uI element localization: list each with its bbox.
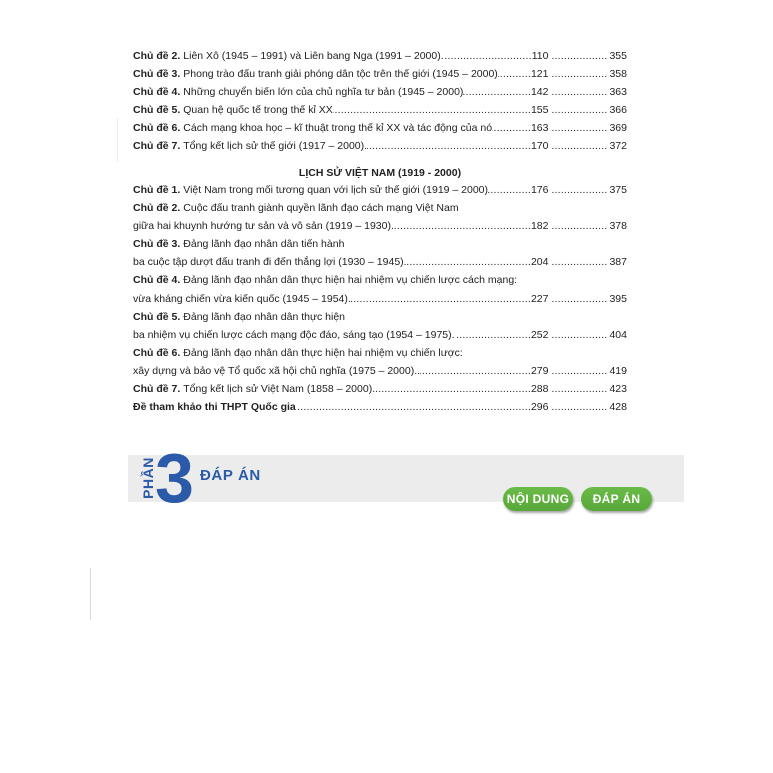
toc-entry	[133, 83, 627, 101]
part-word: PHẦN	[140, 457, 156, 499]
toc-entry	[133, 380, 627, 398]
toc-entry-continuation	[133, 217, 627, 235]
dot-leader	[394, 217, 531, 235]
topic-title: Phong trào đấu tranh giải phóng dân tộc trên thế giới (1945 – 2000)	[183, 68, 498, 80]
content-page-number: 182	[530, 220, 549, 233]
dot-leader	[551, 65, 607, 83]
toc-entry	[133, 344, 627, 362]
section-heading: LỊCH SỬ VIỆT NAM (1919 - 2000)	[298, 167, 462, 179]
topic-title: Liên Xô (1945 – 1991) và Liên bang Nga (1991 – 2000).	[183, 50, 444, 62]
topic-title: Cách mạng khoa học – kĩ thuật trong thế kỉ XX và tác động của nó	[183, 122, 493, 134]
topic-title: Tổng kết lịch sử Việt Nam (1858 – 2000).	[183, 383, 376, 396]
topic-label: Chủ đề 2.	[133, 50, 181, 62]
topic-title: Cuộc đấu tranh giành quyền lãnh đạo cách mạng Việt Nam	[183, 202, 459, 215]
toc-entry-continuation	[133, 362, 627, 380]
dot-leader	[551, 181, 607, 199]
dot-leader	[551, 398, 607, 416]
topic-title: Đảng lãnh đạo nhân dân thực hiện hai nhiệm vụ chiến lược:	[183, 346, 463, 359]
dot-leader	[551, 83, 607, 101]
toc-entry	[133, 181, 627, 199]
toc-entry-continuation	[133, 326, 627, 344]
part-title: ĐÁP ÁN	[200, 467, 261, 484]
topic-label: Chủ đề 3.	[133, 238, 181, 251]
content-page-number: 155	[530, 104, 549, 116]
topic-label: Chủ đề 5.	[133, 104, 181, 116]
toc-entry	[133, 199, 627, 217]
topic-title: Việt Nam trong mối tương quan với lịch sử thế giới (1919 – 2000)	[183, 184, 489, 196]
toc-entry	[133, 137, 627, 155]
topic-title: Đảng lãnh đạo nhân dân tiến hành	[183, 238, 345, 251]
answer-page-number: 419	[609, 364, 627, 377]
answer-page-number: 355	[609, 50, 627, 62]
toc-entry	[133, 235, 627, 253]
dot-leader	[551, 217, 607, 235]
answer-pages-badge: ĐÁP ÁN	[581, 487, 652, 511]
answer-page-number: 369	[609, 122, 627, 134]
content-page-number: 204	[530, 256, 549, 269]
topic-title-continuation: vừa kháng chiến vừa kiến quốc (1945 – 1954).	[133, 292, 351, 305]
toc-entry-continuation	[133, 253, 627, 271]
dot-leader	[351, 290, 531, 308]
dot-leader	[551, 47, 607, 65]
answer-page-number: 387	[609, 256, 627, 269]
dot-leader	[551, 362, 607, 380]
page-edge-line	[90, 568, 91, 620]
topic-label: Chủ đề 1.	[133, 184, 181, 196]
answer-page-number: 366	[609, 104, 627, 116]
toc-entry	[133, 65, 627, 83]
topic-title: Những chuyển biến lớn của chủ nghĩa tư bản (1945 – 2000)	[183, 86, 464, 98]
dot-leader	[296, 398, 531, 416]
dot-leader	[444, 47, 532, 65]
dot-leader	[488, 181, 531, 199]
dot-leader	[407, 253, 531, 271]
dot-leader	[498, 65, 531, 83]
content-page-number: 110	[531, 50, 549, 62]
content-page-number: 279	[530, 364, 549, 377]
answer-page-number: 363	[609, 86, 627, 98]
topic-label: Chủ đề 5.	[133, 310, 181, 323]
content-page-number: 142	[530, 86, 549, 98]
dot-leader	[551, 119, 607, 137]
answer-page-number: 358	[609, 68, 627, 80]
dot-leader	[551, 137, 607, 155]
topic-label: Chủ đề 6.	[133, 346, 181, 359]
dot-leader	[551, 326, 607, 344]
topic-label: Chủ đề 3.	[133, 68, 181, 80]
content-page-number: 296	[530, 401, 549, 414]
content-page-number: 227	[530, 292, 549, 305]
toc-entry	[133, 47, 627, 65]
answer-page-number: 372	[609, 140, 627, 152]
content-page-number: 163	[530, 122, 549, 134]
topic-label: Chủ đề 2.	[133, 202, 181, 215]
dot-leader	[492, 119, 531, 137]
answer-page-number: 395	[609, 292, 627, 305]
content-page-number: 288	[530, 383, 549, 396]
topic-title: Đảng lãnh đạo nhân dân thực hiện hai nhiệm vụ chiến lược cách mạng:	[183, 274, 518, 287]
world-history-toc	[133, 47, 627, 155]
dot-leader	[367, 137, 531, 155]
part-number: 3	[155, 439, 194, 517]
content-pages-badge: NỘI DUNG	[503, 487, 573, 511]
dot-leader	[455, 326, 531, 344]
toc-entry	[133, 271, 627, 289]
toc-entry	[133, 119, 627, 137]
page-edge-line	[117, 118, 118, 162]
topic-label: Chủ đề 7.	[133, 140, 181, 152]
dot-leader	[551, 290, 607, 308]
topic-title: Quan hệ quốc tế trong thế kỉ XX	[183, 104, 333, 116]
topic-label: Chủ đề 4.	[133, 86, 181, 98]
topic-title: Tổng kết lịch sử thế giới (1917 – 2000).	[183, 140, 368, 152]
topic-title-continuation: ba cuộc tập dượt đấu tranh đi đến thắng lợi (1930 – 1945).	[133, 256, 407, 269]
dot-leader	[333, 101, 531, 119]
topic-title-continuation: ba nhiệm vụ chiến lược cách mạng độc đáo, sáng tạo (1954 – 1975).	[133, 328, 455, 341]
content-page-number: 252	[530, 328, 549, 341]
answer-page-number: 423	[609, 383, 627, 396]
toc-entry-continuation	[133, 290, 627, 308]
dot-leader	[551, 380, 607, 398]
dot-leader	[420, 362, 531, 380]
answer-page-number: 375	[609, 184, 627, 196]
answer-page-number: 404	[609, 328, 627, 341]
topic-title-continuation: giữa hai khuynh hướng tư sản và vô sản (1919 – 1930).	[133, 220, 394, 233]
dot-leader	[375, 380, 531, 398]
topic-label: Chủ đề 7.	[133, 383, 181, 396]
topic-label: Chủ đề 4.	[133, 274, 181, 287]
content-page-number: 170	[530, 140, 549, 152]
vietnam-history-toc	[133, 181, 627, 416]
answer-page-number: 428	[609, 401, 627, 414]
content-page-number: 176	[530, 184, 549, 196]
toc-entry	[133, 101, 627, 119]
exam-title: Đề tham khảo thi THPT Quốc gia	[133, 401, 296, 414]
content-page-number: 121	[530, 68, 549, 80]
toc-entry-exam	[133, 398, 627, 416]
topic-title-continuation: xây dựng và bảo vệ Tổ quốc xã hội chủ nghĩa (1975 – 2000)..	[133, 364, 421, 377]
topic-title: Đảng lãnh đạo nhân dân thực hiện	[183, 310, 346, 323]
dot-leader	[551, 101, 607, 119]
topic-label: Chủ đề 6.	[133, 122, 181, 134]
dot-leader	[463, 83, 531, 101]
toc-entry	[133, 308, 627, 326]
dot-leader	[551, 253, 607, 271]
answer-page-number: 378	[609, 220, 627, 233]
